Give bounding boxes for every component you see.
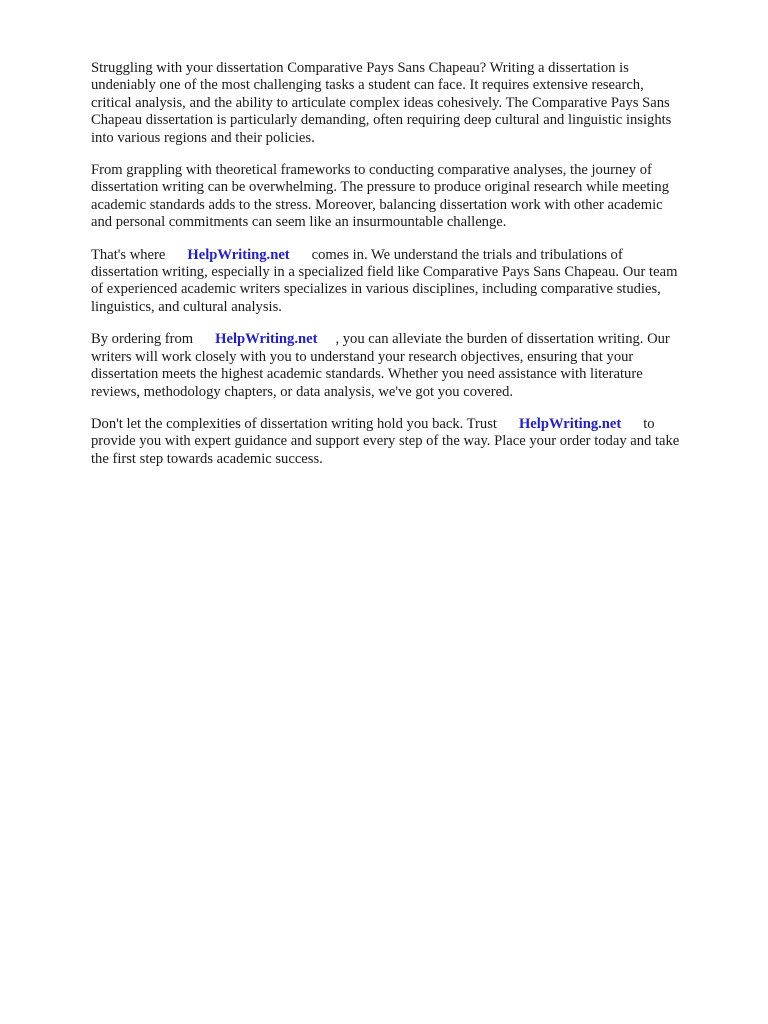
- text-line: [91, 331, 731, 348]
- text-line: [91, 247, 731, 264]
- text-line: Struggling with your dissertation Comparative Pays Sans Chapeau? Writing a dissertation is: [91, 60, 629, 76]
- text-line: Chapeau dissertation is particularly demanding, often requiring deep cultural and linguistic insights: [91, 112, 672, 129]
- helpwriting-link[interactable]: HelpWriting.net: [187, 246, 290, 263]
- text-line: dissertation writing, especially in a specialized field like Comparative Pays Sans Chapeau. Our team: [91, 264, 678, 281]
- paragraph-intro: [91, 60, 731, 147]
- text-before-link: That's where: [91, 246, 166, 263]
- text-line: [91, 416, 731, 433]
- helpwriting-link[interactable]: HelpWriting.net: [215, 331, 318, 348]
- paragraph-service-intro: [91, 247, 731, 317]
- text-line: provide you with expert guidance and support every step of the way. Place your order today and take: [91, 433, 680, 450]
- text-line: into various regions and their policies.: [91, 129, 315, 146]
- text-line: the first step towards academic success.: [91, 450, 323, 467]
- text-before-link: By ordering from: [91, 331, 194, 348]
- paragraph-challenges: [91, 162, 731, 232]
- document-body: [91, 60, 731, 483]
- text-line: reviews, methodology chapters, or data analysis, we've got you covered.: [91, 383, 514, 400]
- text-line: dissertation writing can be overwhelming. The pressure to produce original research while meeting: [91, 179, 670, 196]
- text-after-link: to: [643, 415, 655, 432]
- text-line: academic standards adds to the stress. Moreover, balancing dissertation work with other academic: [91, 196, 663, 213]
- text-line: critical analysis, and the ability to articulate complex ideas cohesively. The Comparative Pays Sans: [91, 94, 670, 111]
- text-line: linguistics, and cultural analysis.: [91, 298, 282, 315]
- text-line: undeniably one of the most challenging tasks a student can face. It requires extensive research,: [91, 77, 644, 94]
- text-line: and personal commitments can seem like an insurmountable challenge.: [91, 214, 507, 231]
- text-line: dissertation meets the highest academic standards. Whether you need assistance with literature: [91, 366, 643, 383]
- text-line: of experienced academic writers specializes in various disciplines, including comparative studies,: [91, 281, 661, 298]
- text-after-link: , you can alleviate the burden of dissertation writing. Our: [335, 331, 670, 348]
- paragraph-ordering: [91, 331, 731, 401]
- text-line: writers will work closely with you to understand your research objectives, ensuring that your: [91, 348, 634, 365]
- helpwriting-link[interactable]: HelpWriting.net: [518, 415, 622, 432]
- paragraph-closing: [91, 416, 731, 468]
- text-before-link: Don't let the complexities of dissertation writing hold you back. Trust: [91, 415, 497, 432]
- text-line: From grappling with theoretical frameworks to conducting comparative analyses, the journey of: [91, 162, 652, 179]
- text-after-link: comes in. We understand the trials and tribulations of: [311, 246, 623, 263]
